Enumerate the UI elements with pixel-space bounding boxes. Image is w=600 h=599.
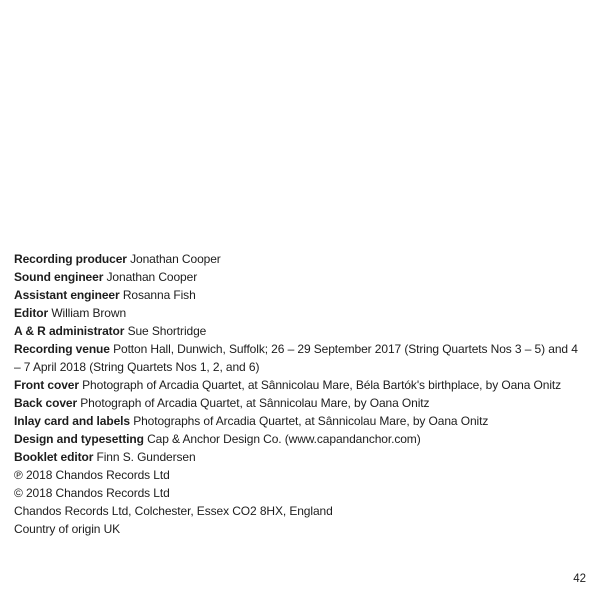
- credit-value: Jonathan Cooper: [106, 270, 198, 284]
- imprint-phonogram-copyright: ℗ 2018 Chandos Records Ltd: [14, 468, 170, 482]
- credit-value: Photograph of Arcadia Quartet, at Sânnicolau Mare, by Oana Onitz: [80, 396, 430, 410]
- credit-value: Sue Shortridge: [127, 324, 207, 338]
- imprint-country-of-origin: Country of origin UK: [14, 522, 121, 536]
- credit-line-inlay-card: [14, 412, 581, 430]
- credit-value: Photograph of Arcadia Quartet, at Sânnicolau Mare, Béla Bartók's birthplace, by Oana Onitz: [82, 378, 562, 392]
- credit-value: Cap & Anchor Design Co. (www.capandanchor.com): [147, 432, 421, 446]
- credit-value: Photographs of Arcadia Quartet, at Sânnicolau Mare, by Oana Onitz: [133, 414, 489, 428]
- credit-value: William Brown: [51, 306, 127, 320]
- credit-value: Finn S. Gundersen: [96, 450, 196, 464]
- credit-label: Booklet editor: [14, 450, 94, 464]
- credit-line-editor: [14, 304, 581, 322]
- credit-line-ar-administrator: [14, 322, 581, 340]
- credit-label: A & R administrator: [14, 324, 125, 338]
- credit-label: Sound engineer: [14, 270, 104, 284]
- credit-label: Front cover: [14, 378, 79, 392]
- credit-line-recording-venue: [14, 340, 581, 376]
- credit-label: Inlay card and labels: [14, 414, 130, 428]
- imprint-address: Chandos Records Ltd, Colchester, Essex CO2 8HX, England: [14, 504, 333, 518]
- credit-line-design-typesetting: [14, 430, 581, 448]
- credit-label: Editor: [14, 306, 49, 320]
- credit-line-front-cover: [14, 376, 581, 394]
- credit-value: Rosanna Fish: [122, 288, 196, 302]
- credit-value: Jonathan Cooper: [130, 252, 221, 266]
- credit-line-recording-producer: [14, 250, 581, 268]
- credit-line-assistant-engineer: [14, 286, 581, 304]
- credit-label: Back cover: [14, 396, 78, 410]
- credit-label: Assistant engineer: [14, 288, 120, 302]
- credit-line-booklet-editor: [14, 448, 581, 466]
- page-number: 42: [573, 573, 586, 585]
- imprint-copyright: © 2018 Chandos Records Ltd: [14, 486, 170, 500]
- credit-label: Recording producer: [14, 252, 127, 266]
- credit-line-sound-engineer: [14, 268, 581, 286]
- credit-label: Design and typesetting: [14, 432, 144, 446]
- credit-value: Potton Hall, Dunwich, Suffolk; 26 – 29 September 2017 (String Quartets Nos 3 – 5) and 4 – 7 April 2018 (String Quartets Nos 1, 2, and 6): [14, 342, 578, 374]
- credit-line-back-cover: [14, 394, 581, 412]
- credits-block: [14, 250, 581, 538]
- credit-label: Recording venue: [14, 342, 110, 356]
